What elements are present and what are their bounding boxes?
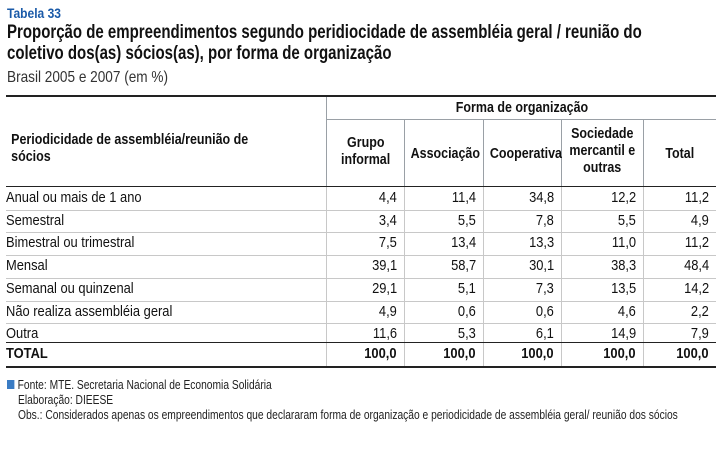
table-cell: 100,0: [364, 345, 397, 362]
table-cell: 30,1: [528, 257, 554, 275]
column-divider: [643, 187, 644, 366]
table-cell: 39,1: [371, 257, 397, 275]
table-cell: 6,1: [536, 325, 554, 343]
table-label: Tabela 33: [7, 5, 61, 21]
table-cell: 5,3: [458, 325, 476, 343]
row-separator: [6, 232, 716, 233]
table-cell: 7,3: [536, 279, 554, 297]
table-cell: 5,1: [458, 279, 476, 297]
table-cell: 48,4: [683, 257, 709, 275]
table-cell: 13,5: [610, 279, 636, 297]
elaboration-note: Elaboração: DIEESE: [18, 393, 114, 407]
row-separator: [6, 323, 716, 324]
column-divider: [326, 187, 327, 366]
table-cell: 11,4: [451, 189, 476, 206]
header-bottom-rule: [6, 186, 716, 187]
table-cell: 38,3: [610, 257, 636, 275]
table-cell: 5,5: [618, 211, 636, 229]
bullet-square-icon: [7, 380, 14, 389]
table-cell: 14,2: [683, 279, 709, 297]
table-row-label: Não realiza assembléia geral: [6, 302, 173, 320]
table-top-rule: [6, 95, 716, 97]
table-row-label: Semestral: [6, 211, 65, 229]
table-cell: 100,0: [443, 345, 476, 362]
total-rule: [6, 342, 716, 343]
table-cell: 11,6: [372, 325, 397, 343]
table-cell: 14,9: [610, 325, 636, 343]
table-cell: 2,2: [691, 302, 709, 320]
row-separator: [6, 278, 716, 279]
column-header-total: Total: [665, 146, 695, 162]
table-cell: 58,7: [450, 257, 476, 275]
table-cell: 0,6: [536, 302, 554, 320]
table-cell: 12,2: [610, 189, 636, 206]
column-divider: [561, 187, 562, 366]
title-line-1: Proporção de empreendimentos segundo peridiocidade de assembléia geral / reunião do: [7, 22, 642, 43]
table-row-label: Semanal ou quinzenal: [6, 279, 134, 297]
table-cell: 11,0: [611, 234, 636, 252]
row-header-title: Periodicidade de assembléia/reunião de sócios: [11, 132, 249, 165]
table-cell: 0,6: [458, 302, 476, 320]
table-cell: 11,2: [684, 234, 709, 252]
column-header-grupo-informal: Grupo informal: [340, 135, 391, 168]
table-cell: 29,1: [371, 279, 397, 297]
column-header-cooperativa: Cooperativa: [489, 146, 562, 162]
observation-note: Obs.: Considerados apenas os empreendimentos que declararam forma de organização e periodicidade de assembléia geral/ reunião dos sócios: [18, 408, 678, 422]
column-divider: [483, 187, 484, 366]
table-cell: 4,4: [379, 189, 397, 206]
source-text: Fonte: MTE. Secretaria Nacional de Economia Solidária: [17, 378, 272, 392]
table-row-label: Mensal: [6, 257, 48, 275]
table-cell: 7,8: [536, 211, 554, 229]
table-row-label: Anual ou mais de 1 ano: [6, 189, 142, 206]
column-header-sociedade: Sociedade mercantil e outras: [569, 126, 636, 176]
page-title: [7, 22, 642, 64]
group-header: Forma de organização: [455, 100, 588, 116]
table-row-label: Bimestral ou trimestral: [6, 234, 135, 252]
table-cell: 4,6: [618, 302, 636, 320]
title-line-2: coletivo dos(as) sócios(as), por forma de organização: [7, 43, 392, 64]
total-row-label: TOTAL: [6, 345, 48, 362]
subtitle: Brasil 2005 e 2007 (em %): [7, 69, 169, 86]
table-cell: 4,9: [379, 302, 397, 320]
column-divider: [404, 187, 405, 366]
table-cell: 3,4: [379, 211, 397, 229]
table-row-label: Outra: [6, 325, 39, 343]
source-note: [7, 378, 272, 392]
table-cell: 13,3: [528, 234, 554, 252]
table-cell: 5,5: [458, 211, 476, 229]
table-cell: 7,5: [379, 234, 397, 252]
table-cell: 34,8: [528, 189, 554, 206]
table-cell: 11,2: [684, 189, 709, 206]
column-header-associacao: Associação: [410, 146, 480, 162]
row-separator: [6, 210, 716, 211]
table-cell: 13,4: [450, 234, 476, 252]
table-cell: 4,9: [691, 211, 709, 229]
row-separator: [6, 255, 716, 256]
group-header-underline: [327, 119, 716, 120]
row-separator: [6, 301, 716, 302]
table-cell: 100,0: [521, 345, 554, 362]
table-cell: 7,9: [691, 325, 709, 343]
table-bottom-rule: [6, 366, 716, 368]
table-cell: 100,0: [676, 345, 709, 362]
table-cell: 100,0: [603, 345, 636, 362]
